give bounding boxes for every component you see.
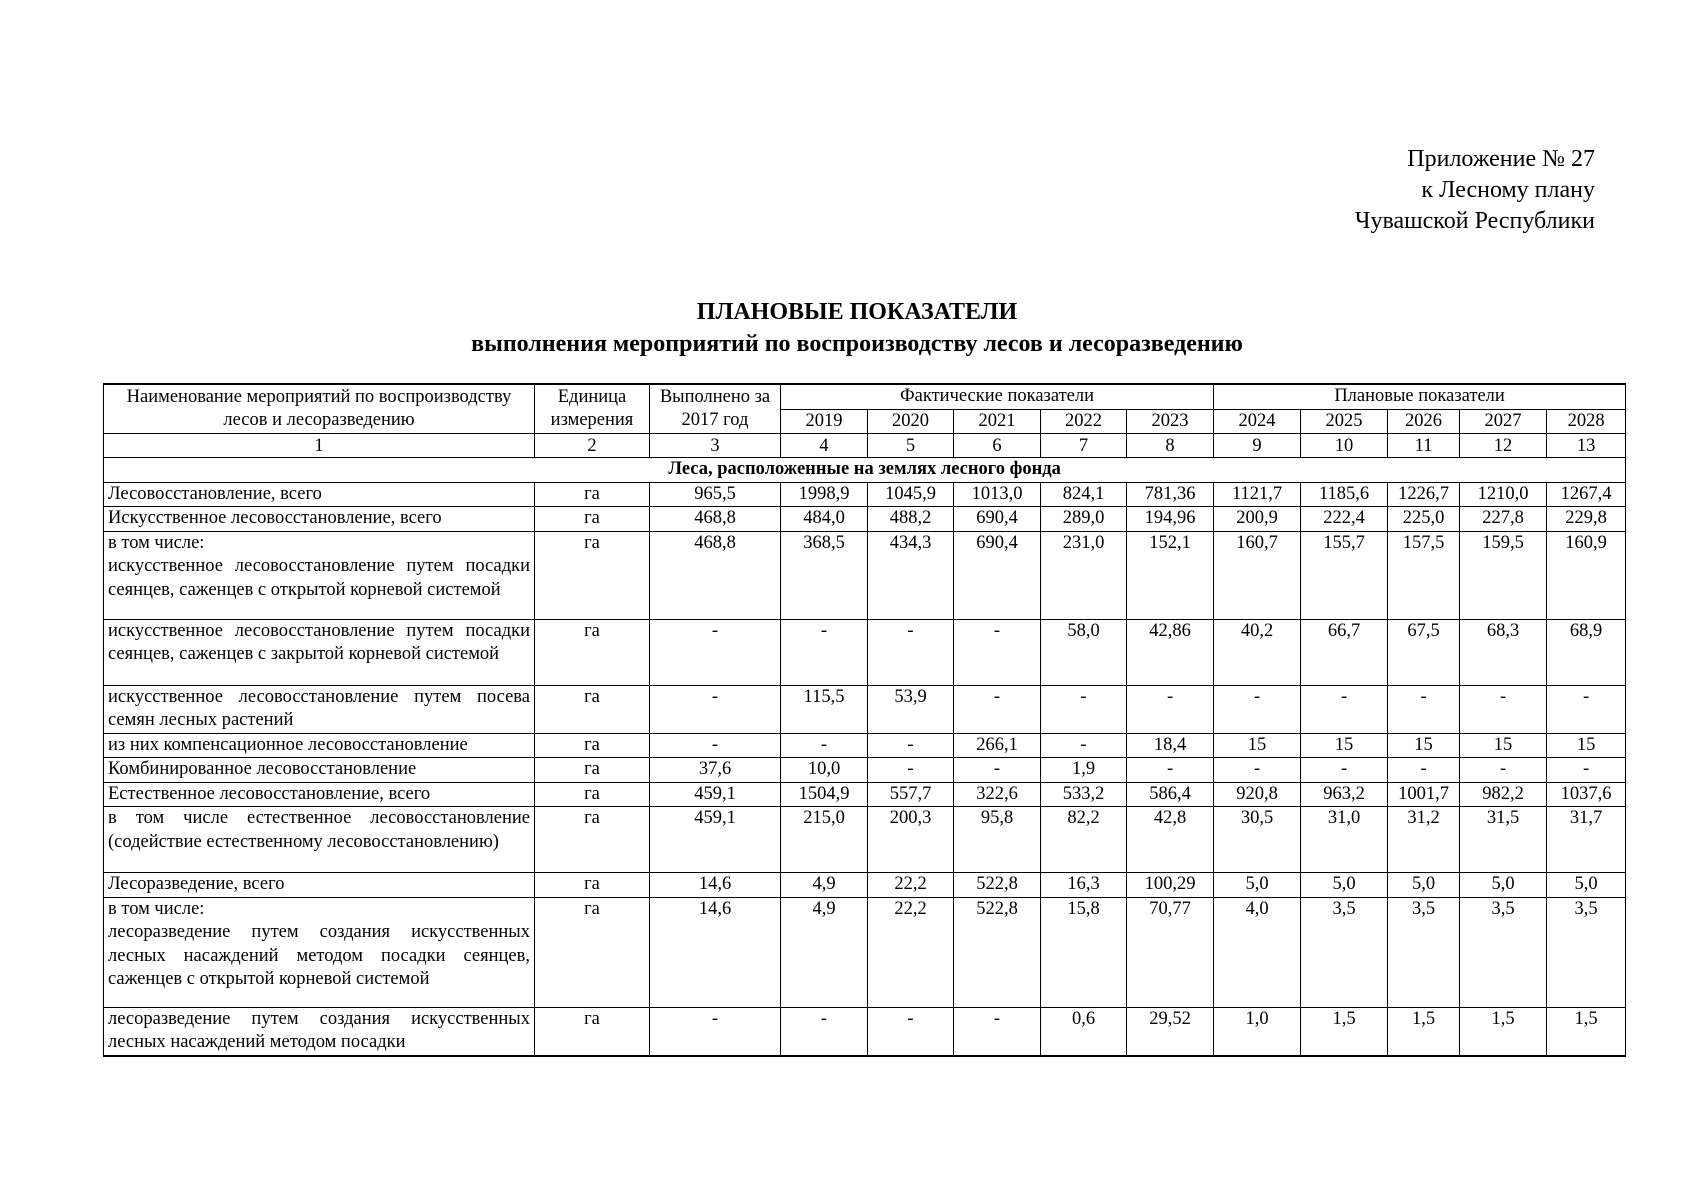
value-cell: 368,5 xyxy=(781,531,868,619)
activity-name-line: в том числе: xyxy=(108,898,205,919)
activity-name xyxy=(104,873,535,898)
value-cell: 3,5 xyxy=(1388,897,1460,1007)
value-cell: 1,0 xyxy=(1214,1007,1301,1056)
activity-name xyxy=(104,807,535,873)
value-cell: 982,2 xyxy=(1460,782,1547,807)
value-cell: - xyxy=(868,1007,954,1056)
activity-name xyxy=(104,733,535,758)
activity-name-line: из них компенсационное лесовосстановление xyxy=(108,734,468,755)
value-cell: 159,5 xyxy=(1460,531,1547,619)
value-cell: - xyxy=(954,1007,1041,1056)
value-cell: 15 xyxy=(1460,733,1547,758)
value-cell: 1045,9 xyxy=(868,482,954,507)
activity-name-line: Комбинированное лесовосстановление xyxy=(108,759,417,779)
value-cell: 3,5 xyxy=(1301,897,1388,1007)
table-row xyxy=(104,531,1626,619)
header-year: 2028 xyxy=(1547,409,1626,434)
activity-name xyxy=(104,619,535,685)
value-cell: 533,2 xyxy=(1041,782,1127,807)
value-cell: 157,5 xyxy=(1388,531,1460,619)
value-cell: 115,5 xyxy=(781,685,868,733)
header-year: 2021 xyxy=(954,409,1041,434)
value-cell: 231,0 xyxy=(1041,531,1127,619)
table-row xyxy=(104,782,1626,807)
activity-name xyxy=(104,1007,535,1056)
value-cell: 70,77 xyxy=(1127,897,1214,1007)
title-main: ПЛАНОВЫЕ ПОКАЗАТЕЛИ xyxy=(696,299,1018,325)
unit-cell: га xyxy=(535,507,650,532)
value-cell: - xyxy=(868,733,954,758)
value-cell: - xyxy=(868,758,954,783)
column-number: 13 xyxy=(1547,434,1626,458)
value-cell: 1,5 xyxy=(1388,1007,1460,1056)
value-cell: - xyxy=(954,685,1041,733)
value-cell: - xyxy=(1127,685,1214,733)
section-row xyxy=(104,458,1626,483)
activity-name-line: искусственное лесовосстановление путем посадки сеянцев, саженцев с открытой корневой системой xyxy=(108,556,530,600)
value-cell: 10,0 xyxy=(781,758,868,783)
column-number: 4 xyxy=(781,434,868,458)
value-cell: 468,8 xyxy=(650,507,781,532)
value-cell: 14,6 xyxy=(650,873,781,898)
value-cell: 1210,0 xyxy=(1460,482,1547,507)
value-cell: 31,0 xyxy=(1301,807,1388,873)
unit-cell: га xyxy=(535,782,650,807)
value-cell: - xyxy=(650,685,781,733)
activity-name-line: лесоразведение путем создания искусственных лесных насаждений методом посадки xyxy=(108,1008,530,1052)
activity-name xyxy=(104,507,535,532)
value-cell: 5,0 xyxy=(1547,873,1626,898)
column-number: 9 xyxy=(1214,434,1301,458)
table-row xyxy=(104,758,1626,783)
table-row xyxy=(104,897,1626,1007)
value-cell: - xyxy=(1388,685,1460,733)
value-cell: 1226,7 xyxy=(1388,482,1460,507)
value-cell: 963,2 xyxy=(1301,782,1388,807)
value-cell: 15 xyxy=(1301,733,1388,758)
unit-cell: га xyxy=(535,733,650,758)
value-cell: 31,7 xyxy=(1547,807,1626,873)
value-cell: 225,0 xyxy=(1388,507,1460,532)
value-cell: 459,1 xyxy=(650,807,781,873)
activity-name-line: лесоразведение путем создания искусственных лесных насаждений методом посадки сеянцев, саженцев с открытой корневой системой xyxy=(108,922,530,989)
value-cell: 586,4 xyxy=(1127,782,1214,807)
value-cell: 1998,9 xyxy=(781,482,868,507)
value-cell: 781,36 xyxy=(1127,482,1214,507)
value-cell: 22,2 xyxy=(868,873,954,898)
value-cell: 322,6 xyxy=(954,782,1041,807)
header-year: 2026 xyxy=(1388,409,1460,434)
header-year: 2023 xyxy=(1127,409,1214,434)
value-cell: 14,6 xyxy=(650,897,781,1007)
value-cell: 160,7 xyxy=(1214,531,1301,619)
value-cell: - xyxy=(954,758,1041,783)
value-cell: 67,5 xyxy=(1388,619,1460,685)
value-cell: 15 xyxy=(1547,733,1626,758)
appendix-line: к Лесному плану xyxy=(1421,177,1595,203)
header-name: Наименование мероприятий по воспроизводству лесов и лесоразведению xyxy=(104,384,535,434)
value-cell: 42,86 xyxy=(1127,619,1214,685)
activity-name-line: искусственное лесовосстановление путем посадки сеянцев, саженцев с закрытой корневой системой xyxy=(108,620,530,664)
value-cell: 1,5 xyxy=(1460,1007,1547,1056)
value-cell: - xyxy=(1127,758,1214,783)
value-cell: 16,3 xyxy=(1041,873,1127,898)
value-cell: 229,8 xyxy=(1547,507,1626,532)
value-cell: 200,3 xyxy=(868,807,954,873)
value-cell: 215,0 xyxy=(781,807,868,873)
value-cell: - xyxy=(1214,685,1301,733)
value-cell: - xyxy=(650,1007,781,1056)
value-cell: 1037,6 xyxy=(1547,782,1626,807)
value-cell: 222,4 xyxy=(1301,507,1388,532)
value-cell: - xyxy=(1547,685,1626,733)
value-cell: 459,1 xyxy=(650,782,781,807)
value-cell: 1,5 xyxy=(1301,1007,1388,1056)
value-cell: 484,0 xyxy=(781,507,868,532)
activity-name xyxy=(104,531,535,619)
appendix-line: Приложение № 27 xyxy=(1407,146,1595,172)
table-row xyxy=(104,1007,1626,1056)
value-cell: 522,8 xyxy=(954,897,1041,1007)
value-cell: 31,5 xyxy=(1460,807,1547,873)
value-cell: 1504,9 xyxy=(781,782,868,807)
value-cell: - xyxy=(781,1007,868,1056)
value-cell: 95,8 xyxy=(954,807,1041,873)
activity-name xyxy=(104,482,535,507)
activity-name-line: Лесовосстановление, всего xyxy=(108,483,322,504)
value-cell: 160,9 xyxy=(1547,531,1626,619)
value-cell: - xyxy=(1301,758,1388,783)
activity-name xyxy=(104,685,535,733)
unit-cell: га xyxy=(535,807,650,873)
value-cell: 1185,6 xyxy=(1301,482,1388,507)
value-cell: 42,8 xyxy=(1127,807,1214,873)
value-cell: 1,9 xyxy=(1041,758,1127,783)
value-cell: 68,9 xyxy=(1547,619,1626,685)
unit-cell: га xyxy=(535,1007,650,1056)
value-cell: 5,0 xyxy=(1301,873,1388,898)
value-cell: - xyxy=(1460,758,1547,783)
column-number: 2 xyxy=(535,434,650,458)
value-cell: 690,4 xyxy=(954,507,1041,532)
table-row xyxy=(104,685,1626,733)
value-cell: 965,5 xyxy=(650,482,781,507)
document-title xyxy=(0,296,1697,360)
activity-name-line: Искусственное лесовосстановление, всего xyxy=(108,508,442,528)
unit-cell: га xyxy=(535,897,650,1007)
value-cell: - xyxy=(650,619,781,685)
value-cell: 15 xyxy=(1214,733,1301,758)
value-cell: 690,4 xyxy=(954,531,1041,619)
table-row xyxy=(104,733,1626,758)
value-cell: 1121,7 xyxy=(1214,482,1301,507)
table-body xyxy=(104,458,1626,1056)
value-cell: - xyxy=(868,619,954,685)
value-cell: 4,9 xyxy=(781,897,868,1007)
value-cell: - xyxy=(954,619,1041,685)
header-year: 2027 xyxy=(1460,409,1547,434)
header-actual-group: Фактические показатели xyxy=(781,384,1214,409)
value-cell: 200,9 xyxy=(1214,507,1301,532)
value-cell: 557,7 xyxy=(868,782,954,807)
header-year: 2025 xyxy=(1301,409,1388,434)
value-cell: 5,0 xyxy=(1460,873,1547,898)
activity-name-line: Естественное лесовосстановление, всего xyxy=(108,783,431,804)
value-cell: 5,0 xyxy=(1388,873,1460,898)
table-row xyxy=(104,507,1626,532)
value-cell: 289,0 xyxy=(1041,507,1127,532)
value-cell: 824,1 xyxy=(1041,482,1127,507)
value-cell: 40,2 xyxy=(1214,619,1301,685)
header-year: 2019 xyxy=(781,409,868,434)
header-year: 2020 xyxy=(868,409,954,434)
column-number: 8 xyxy=(1127,434,1214,458)
header-year: 2024 xyxy=(1214,409,1301,434)
value-cell: 3,5 xyxy=(1547,897,1626,1007)
value-cell: 4,9 xyxy=(781,873,868,898)
activity-name-line: Лесоразведение, всего xyxy=(108,874,285,894)
value-cell: - xyxy=(781,619,868,685)
value-cell: 434,3 xyxy=(868,531,954,619)
value-cell: 3,5 xyxy=(1460,897,1547,1007)
column-number: 7 xyxy=(1041,434,1127,458)
activity-name xyxy=(104,897,535,1007)
table-row xyxy=(104,619,1626,685)
value-cell: 22,2 xyxy=(868,897,954,1007)
value-cell: 58,0 xyxy=(1041,619,1127,685)
unit-cell: га xyxy=(535,873,650,898)
value-cell: 29,52 xyxy=(1127,1007,1214,1056)
table-row xyxy=(104,482,1626,507)
indicators-table xyxy=(103,383,1626,1057)
activity-name xyxy=(104,758,535,783)
value-cell: 1267,4 xyxy=(1547,482,1626,507)
column-number: 12 xyxy=(1460,434,1547,458)
activity-name xyxy=(104,782,535,807)
value-cell: 155,7 xyxy=(1301,531,1388,619)
header-year: 2022 xyxy=(1041,409,1127,434)
value-cell: - xyxy=(1460,685,1547,733)
value-cell: 53,9 xyxy=(868,685,954,733)
value-cell: 30,5 xyxy=(1214,807,1301,873)
value-cell: 15,8 xyxy=(1041,897,1127,1007)
table-row xyxy=(104,873,1626,898)
table-header xyxy=(104,384,1626,458)
value-cell: 37,6 xyxy=(650,758,781,783)
value-cell: - xyxy=(1041,733,1127,758)
value-cell: - xyxy=(1214,758,1301,783)
value-cell: - xyxy=(1547,758,1626,783)
title-sub: выполнения мероприятий по воспроизводству лесов и лесоразведению xyxy=(471,331,1243,357)
value-cell: 82,2 xyxy=(1041,807,1127,873)
activity-name-line: в том числе естественное лесовосстановление (содействие естественному лесовосстановлению) xyxy=(108,808,530,852)
column-number: 10 xyxy=(1301,434,1388,458)
value-cell: 5,0 xyxy=(1214,873,1301,898)
column-number: 6 xyxy=(954,434,1041,458)
value-cell: - xyxy=(1041,685,1127,733)
activity-name-line: искусственное лесовосстановление путем посева семян лесных растений xyxy=(108,686,530,730)
value-cell: 31,2 xyxy=(1388,807,1460,873)
header-plan-group: Плановые показатели xyxy=(1214,384,1626,409)
value-cell: - xyxy=(1301,685,1388,733)
value-cell: 66,7 xyxy=(1301,619,1388,685)
value-cell: 15 xyxy=(1388,733,1460,758)
value-cell: 1013,0 xyxy=(954,482,1041,507)
section-title: Леса, расположенные на землях лесного фонда xyxy=(104,458,1626,483)
value-cell: 0,6 xyxy=(1041,1007,1127,1056)
value-cell: - xyxy=(650,733,781,758)
value-cell: 100,29 xyxy=(1127,873,1214,898)
column-number: 5 xyxy=(868,434,954,458)
value-cell: 1001,7 xyxy=(1388,782,1460,807)
value-cell: 488,2 xyxy=(868,507,954,532)
activity-name-line: в том числе: xyxy=(108,532,205,553)
column-number: 1 xyxy=(104,434,535,458)
value-cell: 18,4 xyxy=(1127,733,1214,758)
value-cell: 920,8 xyxy=(1214,782,1301,807)
unit-cell: га xyxy=(535,619,650,685)
column-number: 3 xyxy=(650,434,781,458)
unit-cell: га xyxy=(535,531,650,619)
value-cell: - xyxy=(1388,758,1460,783)
value-cell: 152,1 xyxy=(1127,531,1214,619)
appendix-note xyxy=(1355,144,1595,237)
value-cell: - xyxy=(781,733,868,758)
table-row xyxy=(104,807,1626,873)
value-cell: 194,96 xyxy=(1127,507,1214,532)
value-cell: 266,1 xyxy=(954,733,1041,758)
value-cell: 468,8 xyxy=(650,531,781,619)
appendix-line: Чувашской Республики xyxy=(1354,208,1595,234)
column-number: 11 xyxy=(1388,434,1460,458)
unit-cell: га xyxy=(535,758,650,783)
value-cell: 4,0 xyxy=(1214,897,1301,1007)
value-cell: 68,3 xyxy=(1460,619,1547,685)
header-done-2017: Выполнено за 2017 год xyxy=(650,384,781,434)
unit-cell: га xyxy=(535,482,650,507)
value-cell: 1,5 xyxy=(1547,1007,1626,1056)
value-cell: 522,8 xyxy=(954,873,1041,898)
value-cell: 227,8 xyxy=(1460,507,1547,532)
unit-cell: га xyxy=(535,685,650,733)
header-unit: Единица измерения xyxy=(535,384,650,434)
